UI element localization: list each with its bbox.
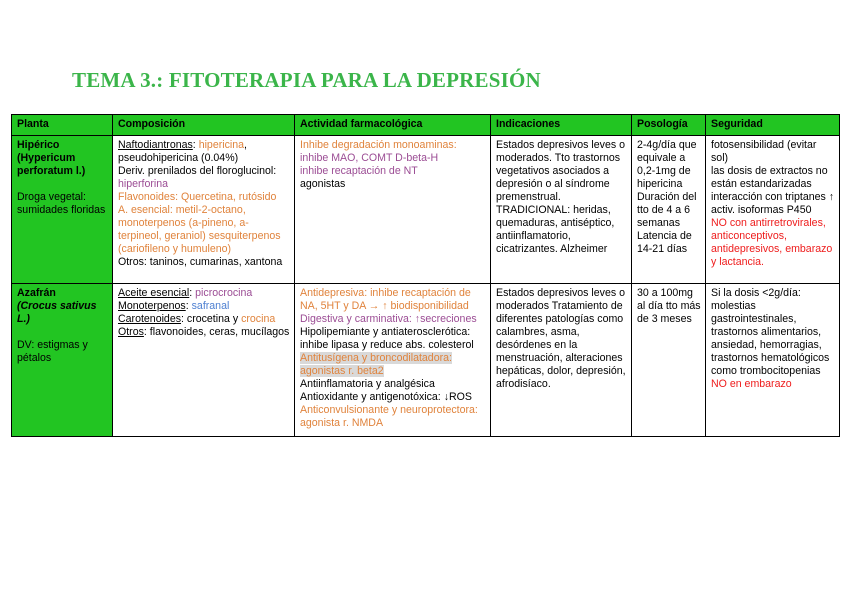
cell-indications-azafran: Estados depresivos leves o moderados Tratamiento de diferentes patologías como calambres, asma, desórdenes en la menstruación, alteraciones hepáticas, dolor, depresión, afrodisíaco. [491,284,632,437]
plant-name-azafran: Azafrán [17,287,56,299]
activity-line: Antioxidante y antigenotóxica: ↓ROS [300,391,472,403]
header-actividad: Actividad farmacológica [295,115,491,136]
activity-line: agonistas [300,178,346,190]
activity-line: Antiinflamatoria y analgésica [300,378,435,390]
composition-line: Deriv. prenilados del floroglucinol: [118,165,277,177]
cell-plant-hiperico [12,136,113,284]
plant-drug-hiperico: Droga vegetal: sumidades floridas [17,191,106,216]
cell-dosage-azafran: 30 a 100mg al día tto más de 3 meses [632,284,706,437]
table-header-row [12,115,840,136]
composition-line: pseudohipericina (0.04%) [118,152,239,164]
composition-line: Aceite esencial: picrocrocina [118,287,253,299]
safety-line: interacción con triptanes ↑ activ. isoformas P450 [711,191,835,216]
cell-activity-azafran [295,284,491,437]
activity-line: inhibe recaptación de NT [300,165,418,177]
cell-activity-hiperico [295,136,491,284]
activity-line: Anticonvulsionante y neuroprotectora: agonista r. NMDA [300,404,478,429]
composition-line: hiperforina [118,178,169,190]
activity-line: Hipolipemiante y antiaterosclerótica: inhibe lipasa y reduce abs. colesterol [300,326,474,351]
composition-line: Otros: taninos, cumarinas, xantona [118,256,283,268]
cell-indications-hiperico: Estados depresivos leves o moderados. Tto trastornos vegetativos asociados a depresión o al síndrome premenstrual. TRADICIONAL: heridas, quemaduras, antiséptico, antiinflamatorio, cicatrizantes. Alzheimer [491,136,632,284]
safety-line: fotosensibilidad (evitar sol) [711,139,817,164]
plant-name-hiperico: Hipérico (Hypericum perforatum l.) [17,139,86,177]
composition-line: Otros: flavonoides, ceras, mucílagos [118,326,290,338]
composition-line: A. esencial: metil-2-octano, monoterpenos (a-pineno, a-terpineol, geraniol) sesquiterpenos (cariofileno y humuleno) [118,204,281,255]
safety-line: NO con antirretrovirales, anticonceptivos, antidepresivos, embarazo y lactancia. [711,217,833,268]
activity-line: Digestiva y carminativa: ↑secreciones [300,313,477,325]
page-title: TEMA 3.: FITOTERAPIA PARA LA DEPRESIÓN [72,68,541,92]
table-row-azafran [12,284,840,437]
table-row-hiperico [12,136,840,284]
safety-line: Si la dosis <2g/día: molestias gastrointestinales, trastornos alimentarios, ansiedad, hemorragias, trastornos hematológicos como trombocitopenias [711,287,830,377]
plant-latin-azafran: (Crocus sativus L.) [17,300,97,325]
header-composicion: Composición [113,115,295,136]
cell-safety-hiperico [706,136,840,284]
safety-line: NO en embarazo [711,378,792,390]
header-posologia: Posología [632,115,706,136]
composition-line: Monoterpenos: safranal [118,300,230,312]
composition-line: Carotenoides: crocetina y crocina [118,313,276,325]
phytotherapy-table [11,114,840,437]
cell-safety-azafran [706,284,840,437]
cell-plant-azafran [12,284,113,437]
cell-composition-azafran [113,284,295,437]
cell-dosage-hiperico: 2-4g/día que equivale a 0,2-1mg de hipericina Duración del tto de 4 a 6 semanas Latencia de 14-21 días [632,136,706,284]
activity-line: Inhibe degradación monoaminas: [300,139,457,151]
activity-line: Antidepresiva: inhibe recaptación de NA, 5HT y DA → ↑ biodisponibilidad [300,287,471,312]
composition-line: Flavonoides: Quercetina, rutósido [118,191,277,203]
safety-line: las dosis de extractos no están estandarizadas [711,165,828,190]
header-indicaciones: Indicaciones [491,115,632,136]
activity-line-highlighted: Antitusígena y broncodilatadora: agonistas r. beta2 [300,352,452,377]
plant-drug-azafran: DV: estigmas y pétalos [17,339,88,364]
header-seguridad: Seguridad [706,115,840,136]
composition-line: Naftodiantronas: hipericina, [118,139,247,151]
activity-line: inhibe MAO, COMT D-beta-H [300,152,439,164]
header-planta: Planta [12,115,113,136]
cell-composition-hiperico [113,136,295,284]
